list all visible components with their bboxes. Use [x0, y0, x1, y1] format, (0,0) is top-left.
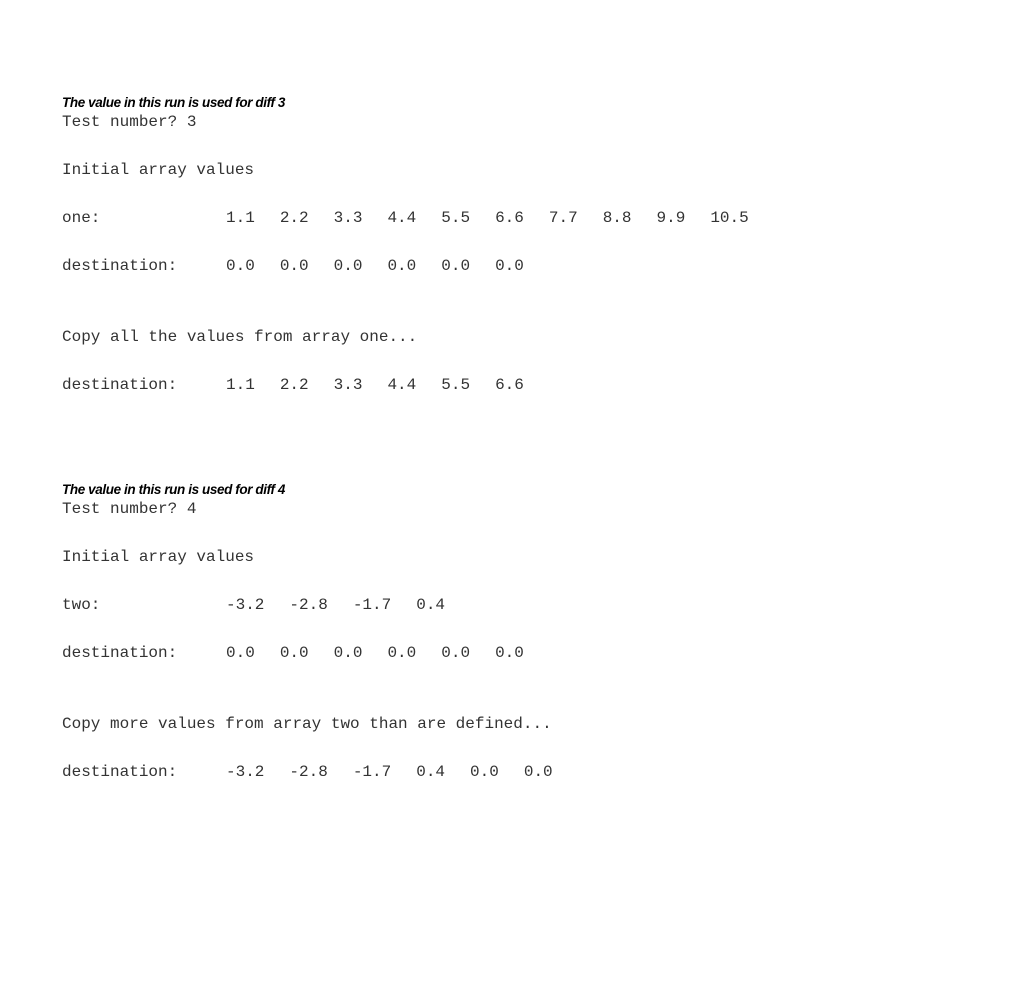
array-label: destination: — [62, 257, 178, 275]
array-value: -2.8 — [289, 596, 328, 614]
array-values — [226, 375, 549, 396]
array-value: 0.0 — [495, 257, 524, 275]
array-value: 2.2 — [279, 209, 309, 227]
array-value: 8.8 — [602, 209, 632, 227]
array-value: 0.0 — [441, 644, 471, 662]
array-value: 0.4 — [416, 763, 446, 781]
source-array-row — [62, 595, 578, 616]
test-run-3 — [62, 93, 774, 396]
array-value: 3.3 — [333, 376, 363, 394]
copy-message: Copy all the values from array one... — [62, 328, 418, 346]
test-number-line: Test number? 4 — [62, 500, 197, 518]
run-caption: The value in this run is used for diff 4 — [62, 482, 286, 497]
array-value: 0.0 — [387, 644, 417, 662]
array-value: -3.2 — [226, 763, 265, 781]
destination-before-row — [62, 256, 774, 277]
array-value: -2.8 — [289, 763, 328, 781]
array-values — [226, 643, 549, 664]
array-value: 3.3 — [333, 209, 363, 227]
array-value: 0.4 — [416, 596, 446, 614]
initial-heading: Initial array values — [62, 161, 255, 179]
array-label: destination: — [62, 644, 178, 662]
source-array-row — [62, 208, 774, 229]
array-value: 0.0 — [470, 763, 499, 781]
array-value: 2.2 — [279, 376, 309, 394]
array-value: 0.0 — [226, 257, 255, 275]
array-values — [226, 208, 774, 229]
array-value: 5.5 — [441, 209, 471, 227]
array-value: 0.0 — [333, 644, 363, 662]
array-value: 5.5 — [441, 376, 471, 394]
array-label: one: — [62, 209, 101, 227]
array-value: 1.1 — [226, 376, 255, 394]
array-values — [226, 762, 578, 783]
array-value: 0.0 — [495, 644, 524, 662]
array-value: 7.7 — [548, 209, 578, 227]
array-value: -1.7 — [352, 596, 392, 614]
array-value: 4.4 — [387, 376, 417, 394]
array-values — [226, 256, 549, 277]
array-label: destination: — [62, 763, 178, 781]
array-value: 4.4 — [387, 209, 417, 227]
array-value: 0.0 — [523, 763, 553, 781]
array-value: 0.0 — [387, 257, 417, 275]
array-value: 0.0 — [279, 257, 309, 275]
array-value: -3.2 — [226, 596, 265, 614]
array-value: 6.6 — [495, 376, 524, 394]
array-label: destination: — [62, 376, 178, 394]
test-run-4 — [62, 480, 578, 783]
array-value: 0.0 — [333, 257, 363, 275]
array-value: 0.0 — [279, 644, 309, 662]
array-value: -1.7 — [352, 763, 392, 781]
array-values — [226, 595, 470, 616]
array-value: 10.5 — [710, 209, 749, 227]
array-value: 0.0 — [441, 257, 471, 275]
initial-heading: Initial array values — [62, 548, 255, 566]
array-label: two: — [62, 596, 101, 614]
run-caption: The value in this run is used for diff 3 — [62, 95, 286, 110]
destination-after-row — [62, 762, 578, 783]
test-number-line: Test number? 3 — [62, 113, 197, 131]
array-value: 9.9 — [656, 209, 686, 227]
destination-before-row — [62, 643, 578, 664]
array-value: 1.1 — [226, 209, 255, 227]
array-value: 0.0 — [226, 644, 255, 662]
copy-message: Copy more values from array two than are defined... — [62, 715, 552, 733]
destination-after-row — [62, 375, 774, 396]
array-value: 6.6 — [495, 209, 524, 227]
